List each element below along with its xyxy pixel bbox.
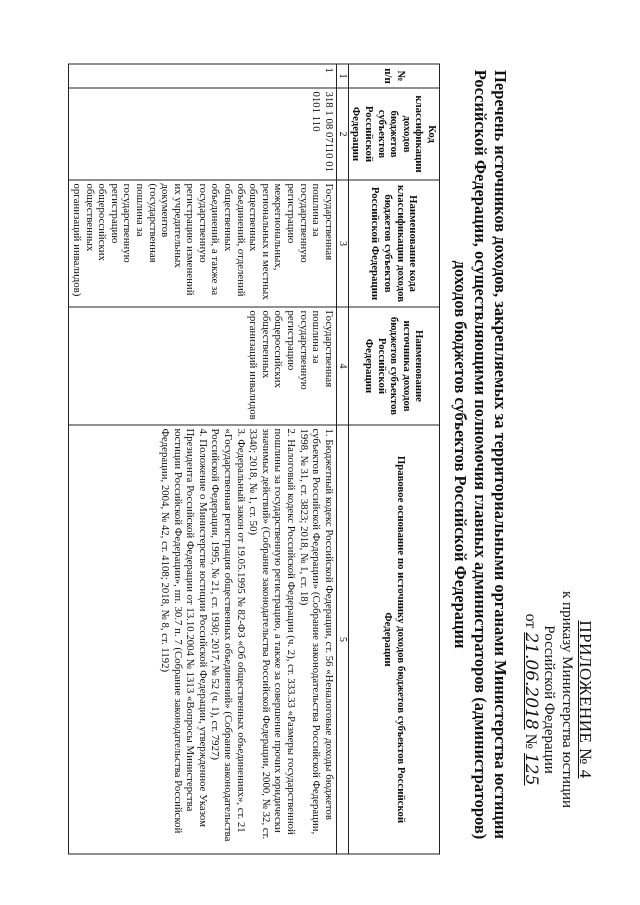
from-label: от	[522, 613, 539, 629]
appendix-line-2: Российской Федерации	[541, 625, 557, 774]
handwritten-date: 21.06.2018	[521, 632, 541, 730]
handwritten-number: 125	[521, 752, 541, 786]
column-number: 2	[336, 88, 348, 180]
appendix-title: ПРИЛОЖЕНИЕ № 4	[576, 620, 595, 779]
table-header-row	[348, 64, 439, 854]
header-code: Код классификации доходов бюджетов субъектов Российской Федерации	[348, 88, 439, 180]
legal-basis-item: 3. Федеральный закон от 19.05.1995 № 82-ФЗ «Об общественных объединениях», ст. 21 «Государственная регистрация общественных объединений» (Собрание законодательства Российской Федерации, 1995, № 21, ст. 1930; 2017, № 52 (ч. 1), ст. 7927)	[209, 428, 247, 842]
legal-basis-item: 2. Налоговый кодекс Российской Федерации (ч. 2), ст. 333.33 «Размеры государственной пошлины за государственную регистрацию, а также за совершение прочих юридически значимых действий» (Собрание законодательства Российской Федерации, 2000, № 32, ст. 3340; 2018, № 1, ст. 50)	[247, 428, 298, 840]
row-source-name: Государственная пошлина за государственную регистрацию общероссийских общественных организаций инвалидов	[69, 307, 336, 425]
row-code: 318 1 08 07110 01 0101 110	[69, 88, 336, 180]
number-label: №	[522, 733, 539, 749]
column-number: 5	[336, 425, 348, 854]
header-legal-basis: Правовое основание по источнику доходов бюджетов субъектов Российской Федерации	[348, 425, 439, 854]
column-number: 4	[336, 307, 348, 425]
row-legal-basis	[69, 425, 336, 854]
appendix-block	[521, 575, 594, 825]
row-num: 1	[69, 64, 336, 88]
column-number: 1	[336, 64, 348, 88]
document-heading: Перечень источников доходов, закрепляемых за территориальными органами Министерства юстиции Российской Федерации, осуществляющими полномочия главных администраторов (администраторов) доходов бюджетов субъектов Российской Федерации	[451, 69, 510, 840]
appendix-line-1: к приказу Министерства юстиции	[559, 591, 575, 808]
revenue-sources-table	[68, 64, 440, 855]
header-num: № п/п	[348, 64, 439, 88]
row-code-name: Государственная пошлина за государственную регистрацию межрегиональных, региональных и местных общественных объединений, отделений общественных объединений, а также за государственную регистрацию изменений их учредительных документов (государственная пошлина за государственную регистрацию общероссийских общественных организаций инвалидов)	[69, 180, 336, 307]
header-code-name: Наименование кода классификации доходов бюджетов субъектов Российской Федерации	[348, 180, 439, 307]
rotated-document-page	[20, 30, 620, 875]
column-numbers-row	[336, 64, 348, 854]
header-source-name: Наименование источника доходов бюджетов субъектов Российской Федерации	[348, 307, 439, 425]
order-date-number-line	[521, 575, 540, 825]
legal-basis-item: 1. Бюджетный кодекс Российской Федерации, ст. 56 «Неналоговые доходы бюджетов субъектов Российской Федерации» (Собрание законодательства Российской Федерации, 1998, № 31, ст. 3823; 2018, № 1, ст. 18)	[297, 428, 335, 835]
table-row	[69, 64, 336, 854]
column-number: 3	[336, 180, 348, 307]
legal-basis-item: 4. Положение о Министерстве юстиции Российской Федерации, утвержденное Указом Президента Российской Федерации от 13.10.2004 № 1313 «Вопросы Министерства юстиции Российской Федерации», пп. 30.7 п. 7 (Собрание законодательства Российской Федерации, 2004, № 42, ст. 4108; 2018, № 8, ст. 1192)	[159, 428, 209, 834]
